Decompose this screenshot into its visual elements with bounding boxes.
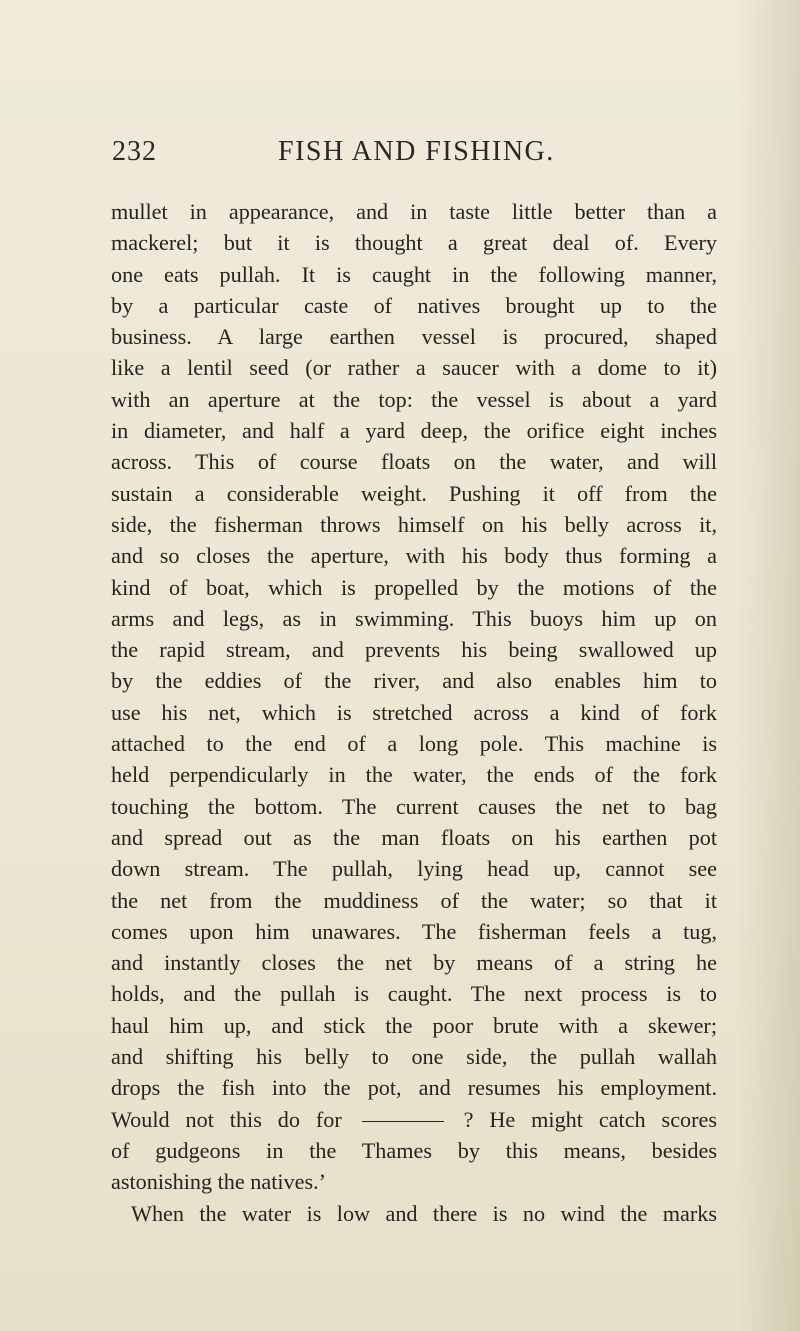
text-line: and shifting his belly to one side, the pullah wallah (111, 1044, 717, 1070)
em-dash-rule (362, 1121, 444, 1122)
text-line: mackerel; but it is thought a great deal of. Every (111, 230, 717, 256)
text-line: in diameter, and half a yard deep, the orifice eight inches (111, 418, 717, 444)
text-line: of gudgeons in the Thames by this means, besides (111, 1137, 717, 1163)
paragraph-start-line: When the water is low and there is no wind the marks (131, 1200, 717, 1226)
dash-line-after: ? He might catch scores (463, 1106, 718, 1132)
text-line: comes upon him unawares. The fisherman feels a tug, (111, 918, 717, 944)
text-line-with-dash (111, 1104, 717, 1135)
text-line: haul him up, and stick the poor brute with a skewer; (111, 1012, 717, 1038)
text-line: by the eddies of the river, and also enables him to (111, 668, 717, 694)
text-line: one eats pullah. It is caught in the following manner, (111, 261, 717, 287)
text-line: kind of boat, which is propelled by the motions of the (111, 574, 717, 600)
dash-line-before: Would not this do for (111, 1106, 342, 1132)
text-line: arms and legs, as in swimming. This buoys him up on (111, 605, 717, 631)
text-line: the rapid stream, and prevents his being swallowed up (111, 637, 717, 663)
text-line: astonishing the natives.’ (111, 1169, 327, 1195)
text-line: holds, and the pullah is caught. The next process is to (111, 981, 717, 1007)
text-line: down stream. The pullah, lying head up, cannot see (111, 856, 717, 882)
running-head (112, 136, 712, 176)
text-line: by a particular caste of natives brought up to the (111, 292, 717, 318)
page-number: 232 (112, 136, 157, 167)
text-line: the net from the muddiness of the water; so that it (111, 887, 717, 913)
text-line: drops the fish into the pot, and resumes his employment. (111, 1075, 717, 1101)
text-line: sustain a considerable weight. Pushing it off from the (111, 480, 717, 506)
text-line: like a lentil seed (or rather a saucer with a dome to it) (111, 355, 717, 381)
text-line: with an aperture at the top: the vessel is about a yard (111, 386, 717, 412)
running-title: FISH AND FISHING. (278, 136, 555, 167)
text-line: use his net, which is stretched across a kind of fork (111, 699, 717, 725)
text-line: mullet in appearance, and in taste little better than a (111, 199, 717, 224)
body-text (111, 196, 717, 1229)
text-line: touching the bottom. The current causes the net to bag (111, 793, 717, 819)
text-line: and instantly closes the net by means of a string he (111, 950, 717, 976)
text-line: side, the fisherman throws himself on his belly across it, (111, 511, 717, 537)
text-line: held perpendicularly in the water, the ends of the fork (111, 762, 717, 788)
text-line: and so closes the aperture, with his body thus forming a (111, 543, 717, 569)
text-line: and spread out as the man floats on his earthen pot (111, 824, 717, 850)
text-line: attached to the end of a long pole. This machine is (111, 731, 717, 757)
text-line: business. A large earthen vessel is procured, shaped (111, 324, 717, 350)
text-line: across. This of course floats on the water, and will (111, 449, 717, 475)
